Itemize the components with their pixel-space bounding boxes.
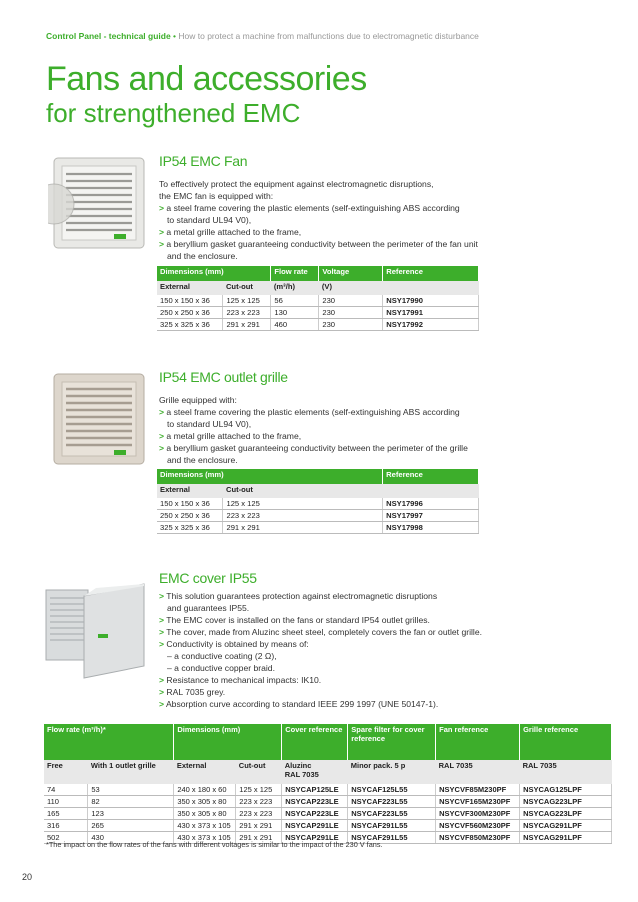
fan-subheader-flow-unit: (m³/h) <box>271 281 319 295</box>
page-number: 20 <box>22 872 33 882</box>
grille-table <box>157 469 479 534</box>
table-row: 150 x 150 x 36 125 x 125 NSY17996 <box>157 498 479 510</box>
fan-table-header-voltage: Voltage <box>319 266 383 281</box>
table-row: 250 x 250 x 36 223 x 223 NSY17997 <box>157 510 479 522</box>
bigtable-subheader-free: Free <box>44 760 88 784</box>
bigtable-header-dimensions: Dimensions (mm) <box>174 724 282 760</box>
bigtable-subheader-cutout: Cut-out <box>236 760 282 784</box>
table-row: 110 82 350 x 305 x 80 223 x 223 NSYCAP223LE NSYCAF223L55 NSYCVF165M230PF NSYCAG223LPF <box>44 796 612 808</box>
fan-intro-line: To effectively protect the equipment against electromagnetic disruptions, <box>159 179 434 189</box>
grille-heading: IP54 EMC outlet grille <box>159 369 288 385</box>
cover-bullet: > The EMC cover is installed on the fans or standard IP54 outlet grilles. <box>159 615 430 625</box>
grille-intro-line: Grille equipped with: <box>159 395 237 405</box>
page-title: Fans and accessories <box>46 60 367 98</box>
fan-table-header-flow: Flow rate <box>271 266 319 281</box>
fan-subheader-voltage-unit: (V) <box>319 281 383 295</box>
grille-bullet-cont: to standard UL94 V0), <box>167 419 252 429</box>
cover-bullet: > Absorption curve according to standard IEEE 299 1997 (UNE 50147-1). <box>159 699 439 709</box>
cover-dash-item: – a conductive copper braid. <box>167 663 275 673</box>
ip54-emc-fan-image <box>48 152 148 252</box>
table-row: 325 x 325 x 36 291 x 291 NSY17998 <box>157 522 479 534</box>
bigtable-header-fan: Fan reference <box>436 724 520 760</box>
ip54-emc-grille-image <box>48 368 148 468</box>
fan-subheader-cutout: Cut-out <box>223 281 271 295</box>
cover-bullet: > This solution guarantees protection against electromagnetic disruptions <box>159 591 438 601</box>
grille-table-header-dimensions: Dimensions (mm) <box>157 469 383 484</box>
table-row: 165 123 350 x 305 x 80 223 x 223 NSYCAP223LE NSYCAF223L55 NSYCVF300M230PF NSYCAG223LPF <box>44 808 612 820</box>
page-subtitle: for strengthened EMC <box>46 98 301 128</box>
table-row: 250 x 250 x 36 223 x 223 130 230 NSY17991 <box>157 307 479 319</box>
grille-subheader-external: External <box>157 484 223 498</box>
bigtable-header-flow: Flow rate (m³/h)* <box>44 724 174 760</box>
emc-cover-image <box>40 574 150 684</box>
fan-bullet: > a steel frame covering the plastic elements (self-extinguishing ABS according <box>159 203 460 213</box>
bigtable-subheader-fan: RAL 7035 <box>436 760 520 784</box>
table-row: 325 x 325 x 36 291 x 291 460 230 NSY17992 <box>157 319 479 331</box>
breadcrumb-title: Control Panel - technical guide <box>46 31 171 41</box>
cover-description <box>159 590 504 710</box>
cover-heading: EMC cover IP55 <box>159 570 257 586</box>
bigtable-header-cover: Cover reference <box>282 724 348 760</box>
bigtable-header-grille: Grille reference <box>520 724 612 760</box>
breadcrumb-subtitle: How to protect a machine from malfunctions due to electromagnetic disturbance <box>178 31 479 41</box>
cover-bullet: > Resistance to mechanical impacts: IK10. <box>159 675 322 685</box>
bigtable-subheader-spare: Minor pack. 5 p <box>348 760 436 784</box>
cover-dash-item: – a conductive coating (2 Ω), <box>167 651 277 661</box>
grille-bullet: > a beryllium gasket guaranteeing conductivity between the perimeter of the grille <box>159 443 468 453</box>
cover-reference-table <box>44 724 612 844</box>
bigtable-subheader-grille: RAL 7035 <box>520 760 612 784</box>
grille-bullet: > a metal grille attached to the frame, <box>159 431 302 441</box>
fan-intro-line: the EMC fan is equipped with: <box>159 191 274 201</box>
fan-table <box>157 266 479 331</box>
grille-subheader-cutout: Cut-out <box>223 484 383 498</box>
footnote: *The impact on the flow rates of the fans with different voltages is similar to the impact of the 230 V fans. <box>46 840 383 849</box>
fan-bullet: > a metal grille attached to the frame, <box>159 227 302 237</box>
bigtable-subheader-cover: Aluzinc RAL 7035 <box>282 760 348 784</box>
fan-subheader-external: External <box>157 281 223 295</box>
bigtable-header-spare: Spare filter for cover reference <box>348 724 436 760</box>
bigtable-subheader-external: External <box>174 760 236 784</box>
table-row: 316 265 430 x 373 x 105 291 x 291 NSYCAP291LE NSYCAF291L55 NSYCVF560M230PF NSYCAG291LPF <box>44 820 612 832</box>
grille-bullet: > a steel frame covering the plastic elements (self-extinguishing ABS according <box>159 407 460 417</box>
fan-bullet-cont: to standard UL94 V0), <box>167 215 252 225</box>
table-row: 150 x 150 x 36 125 x 125 56 230 NSY17990 <box>157 295 479 307</box>
cover-bullet-cont: and guarantees IP55. <box>167 603 250 613</box>
grille-description <box>159 394 489 466</box>
fan-bullet-cont: and the enclosure. <box>167 251 238 261</box>
grille-subheader-empty <box>383 484 479 498</box>
cover-bullet: > RAL 7035 grey. <box>159 687 226 697</box>
fan-table-header-reference: Reference <box>383 266 479 281</box>
table-row: 502 430 430 x 373 x 105 291 x 291 NSYCAP291LE NSYCAF291L55 NSYCVF850M230PF NSYCAG291LPF <box>44 832 612 844</box>
bigtable-subheader-outlet: With 1 outlet grille <box>88 760 174 784</box>
cover-bullet: > The cover, made from Aluzinc sheet steel, completely covers the fan or outlet grille. <box>159 627 482 637</box>
fan-description <box>159 178 489 262</box>
grille-bullet-cont: and the enclosure. <box>167 455 238 465</box>
grille-table-header-reference: Reference <box>383 469 479 484</box>
fan-bullet: > a beryllium gasket guaranteeing conductivity between the perimeter of the fan unit <box>159 239 478 249</box>
breadcrumb-separator: • <box>170 31 179 41</box>
cover-bullet: > Conductivity is obtained by means of: <box>159 639 309 649</box>
breadcrumb <box>46 31 479 41</box>
fan-subheader-empty <box>383 281 479 295</box>
table-row: 74 53 240 x 180 x 60 125 x 125 NSYCAP125LE NSYCAF125L55 NSYCVF85M230PF NSYCAG125LPF <box>44 784 612 796</box>
fan-table-header-dimensions: Dimensions (mm) <box>157 266 271 281</box>
fan-heading: IP54 EMC Fan <box>159 153 248 169</box>
